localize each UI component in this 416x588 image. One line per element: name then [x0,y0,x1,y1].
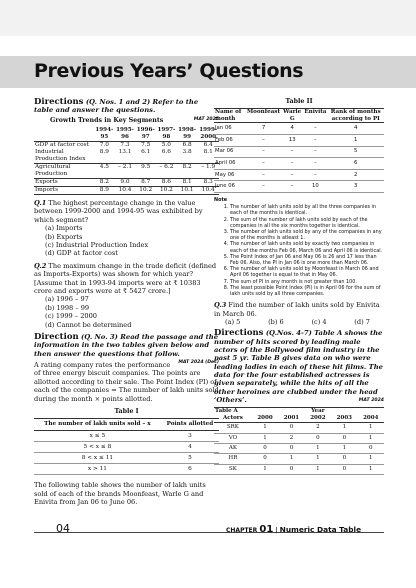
sales-table: Name of month Moonfeast Warle G Enivita Rank of months according to PI Jan 06 7 4 – 4 Feb 06 – 13 – 1 Mar 06 – – – 5 April 06 – – – 6 May 06 – – – 2 June 06 – – 10 3 [214,108,384,193]
page-title: Previous Years’ Questions [34,60,304,82]
list-item: 8. The least possible Point Index (PI) is in April 06 for the sum of lakh units sold by all three companies. [230,285,384,297]
growth-table-caption: Growth Trends in Key Segments [50,116,164,124]
table-row: Industrial Production Index 8.9 13.1 6.1 6.6 3.8 8.1 [34,149,219,164]
options-1: (a) Imports (b) Exports (c) Industrial Production Index (d) GDP at factor cost [45,224,149,258]
list-item: 2. The sum of the number of lakh units sold by each of the companies in all the six months together is identical. [230,217,384,229]
list-item: 4. The number of lakh units sold by exactly two companies in each of the months Feb 06, March 06 and April 06 is identical. [230,241,384,253]
table-row: VO 1 2 0 0 1 [214,433,384,443]
directions-1: Directions (Q. Nos. 1 and 2) Refer to the table and answer the questions. [34,97,199,115]
year-header: 1997-98 [157,127,176,140]
left-column [34,98,219,507]
source-tag: MAT 2025 [193,116,219,122]
table-row: HR 0 1 1 0 1 [214,454,384,464]
year-header: 1994-95 [95,127,114,140]
table2-intro: The following table shows the number of lakh units sold of each of the brands Moonfeast, Warle G and Enivita from Jan 06 to June 06. [34,481,206,507]
options-3: (a) 5 (b) 6 (c) 4 (d) 7 [225,318,370,327]
year-header: 1999-2000 [199,127,218,140]
table-row: 5 < x ≤ 8 4 [34,442,219,453]
table-row: Mar 06 – – – 5 [214,146,384,158]
list-item: 5. The Point Index of Jan 06 and May 06 is 26 and 17 less than Feb 06. Also, the PI in Jan 06 is one more than March 06. [230,254,384,266]
list-item: 1. The number of lakh units sold by all the three companies in each of the months is identical. [230,204,384,216]
options-2: (a) 1996 – 97 (b) 1998 – 99 (c) 1999 – 2000 (d) Cannot be determined [45,295,132,329]
passage: A rating company rates the performance of three energy biscuit companies. The points are allotted according to their sale. The Point Index (PI) of each of the companies = The number of lakh units sold during the month × points allotted. [34,360,219,403]
points-table: The number of lakh units sold – x Points allotted x ≤ 5 3 5 < x ≤ 8 4 8 < x ≤ 11 5 x > 11 6 [34,418,219,475]
table-row: April 06 – – – 6 [214,158,384,170]
hits-table: Table A Year Actors 2000 2001 2002 2003 2004 SRK 1 0 2 1 1 VO 1 2 0 0 1 AK 0 0 1 1 0 HR 0 1 1 0 1 SK 1 0 1 0 1 [214,407,384,475]
list-item: 3. The number of lakh units sold by any of the companies in any one of the months is atleast 1. [230,229,384,241]
table-row: June 06 – – 10 3 [214,181,384,193]
year-header: 1996-97 [136,127,155,140]
table2-caption: Table II [285,98,313,105]
table-row: Jan 06 7 4 – 4 [214,123,384,135]
directions-4: Directions (Q.Nos. 4-7) Table A shows the number of hits scored by leading male actors of the Bollywood film industry in the past 5 yr. Table B gives data on who were leading ladies in each of these hit films. The data for the four established actresses is given separately, while the hits of all the other heroines are clubbed under the head ‘Others’. MAT 2024 [214,328,384,404]
year-header: 1995-96 [116,127,134,140]
notes [214,197,384,297]
year-group-header: Year [252,408,384,416]
table-a-title: Table A [214,408,252,416]
table-row: AK 0 0 1 1 0 [214,443,384,453]
table-row: Feb 06 – 13 – 1 [214,135,384,147]
table-row: Agricultural Production 4.5 – 2.1 9.5 – 6.2 8.2 – 1.9 [34,164,219,179]
table-row: Imports 8.9 10.4 10.2 10.2 10.1 10.4 [34,187,219,195]
table-row: SRK 1 0 2 1 1 [214,423,384,433]
table-row: 8 < x ≤ 11 5 [34,453,219,464]
chapter-label: CHAPTER 01 | Numeric Data Table [226,524,362,535]
year-header: 1998-99 [178,127,197,140]
table-row: May 06 – – – 2 [214,169,384,181]
note-list [214,204,384,297]
title-band [0,56,416,88]
page-number: 04 [56,522,70,535]
right-column [214,98,384,475]
table1-caption: Table I [114,408,139,416]
list-item: 7. The sum of PI in any month is not greater than 100. [230,279,384,285]
table-row: x ≤ 5 3 [34,431,219,442]
table-row: SK 1 0 1 0 1 [214,464,384,474]
table-row: GDP at factor cost 7.0 7.3 7.5 5.0 6.8 6.4 [35,142,213,148]
note-title: Note [214,196,228,203]
directions-3: Direction (Q. No. 3) Read the passage and the information in the two tables given below and then answer the questions that follow. MAT 2024 (Dec) [34,332,219,365]
question-1: Q.1 The highest percentage change in the value between 1999-2000 and 1994-95 was exhibited by which segment? (a) Imports (b) Exports (c) Industrial Production Index (d) GDP at factor cost [34,199,219,258]
table-row: Exports 8.2 9.0 8.7 8.6 8.1 8.3 [34,179,219,187]
question-3: Q.3 Find the number of lakh units sold by Enivita in March 06. (a) 5 (b) 6 (c) 4 (d) 7 [214,301,384,326]
list-item: 6. The number of lakh units sold by Moonfeast in March 06 and April 06 together is equal to that in May 06. [230,266,384,278]
growth-table [34,127,219,195]
table-row: x > 11 6 [34,464,219,475]
top-band [0,0,416,36]
question-2: Q.2 The maximum change in the trade deficit (defined as Imports-Exports) was shown for which year? [Assume that in 1993-94 imports were at ₹ 10383 crore and exports were at ₹ 5427 crore.] (a) 1996 – 97 (b) 1998 – 99 (c) 1999 – 2000 (d) Cannot be determined [34,262,219,329]
